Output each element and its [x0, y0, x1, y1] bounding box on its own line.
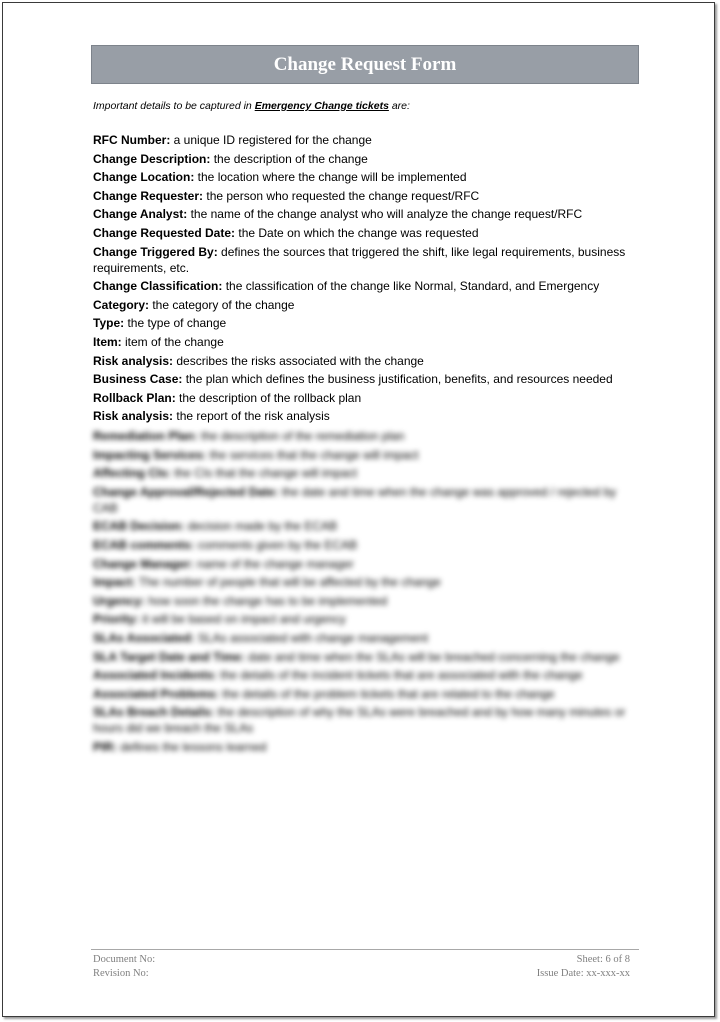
field-description: a unique ID registered for the change [170, 133, 372, 147]
field-item [93, 297, 643, 313]
field-description: item of the change [121, 334, 224, 349]
field-description: the services that the change will impact [206, 447, 419, 462]
field-term: Item: [93, 334, 122, 349]
field-description: the classification of the change like Normal, Standard, and Emergency [222, 279, 600, 294]
field-term: Change Manager: [93, 556, 194, 571]
field-term: Risk analysis: [93, 353, 174, 368]
footer-left [93, 953, 155, 981]
field-term: Business Case: [93, 372, 183, 387]
blurred-field-item [93, 611, 643, 627]
field-description: describes the risks associated with the change [173, 353, 424, 368]
field-description: the name of the change analyst who will analyze the change request/RFC [187, 207, 583, 222]
blurred-field-item [93, 428, 643, 444]
field-item [93, 132, 643, 148]
field-item [93, 188, 643, 204]
field-term: Change Classification: [93, 279, 223, 294]
field-item [93, 334, 643, 350]
blurred-field-item [93, 518, 643, 534]
blurred-field-item [93, 574, 643, 590]
field-description: the description of the remediation plan [197, 429, 405, 443]
blurred-field-item [93, 667, 643, 683]
field-term: ECAB Decision: [93, 519, 185, 534]
field-description: the Date on which the change was requested [235, 225, 479, 240]
field-list [93, 132, 643, 427]
field-description: the plan which defines the business justification, benefits, and resources needed [182, 372, 613, 387]
field-term: RFC Number: [93, 133, 171, 147]
form-title: Change Request Form [273, 53, 457, 75]
sheet-number: Sheet: 6 of 8 [576, 954, 630, 965]
field-description: the location where the change will be implemented [194, 170, 467, 185]
field-description: the details of the incident tickets that are associated with the change [217, 668, 583, 683]
blurred-field-list [93, 428, 643, 758]
field-description: the CIs that the change will impact [171, 466, 358, 481]
field-term: Affecting CIs: [93, 466, 171, 481]
field-term: Change Description: [93, 151, 211, 166]
blurred-field-item [93, 484, 643, 516]
field-description: decision made by the ECAB [184, 519, 338, 534]
field-description: date and time when the SLAs will be breached concerning the change [244, 649, 620, 664]
field-description: The number of people that will be affected by the change [135, 575, 441, 590]
field-description: SLAs associated with change management [194, 630, 429, 645]
form-title-bar [91, 45, 639, 84]
field-description: defines the sources that triggered the shift, like legal requirements, business requirements, etc. [93, 244, 626, 275]
field-term: PIR: [93, 739, 117, 754]
document-page [2, 2, 715, 1017]
field-description: the person who requested the change request/RFC [203, 188, 480, 203]
field-description: the description of the change [210, 151, 368, 166]
field-description: the description of the rollback plan [175, 390, 362, 405]
field-term: Change Approval/Rejected Date: [93, 484, 279, 499]
field-description: defines the lessons learned [117, 739, 267, 754]
field-item [93, 315, 643, 331]
field-term: Impacting Services: [93, 447, 207, 462]
field-term: Impact: [93, 575, 136, 590]
field-term: Change Requested Date: [93, 225, 236, 240]
field-item [93, 408, 643, 424]
footer-right [537, 953, 630, 981]
field-item [93, 151, 643, 167]
field-term: Urgency: [93, 593, 146, 608]
revision-number-label: Revision No: [93, 968, 149, 979]
blurred-field-item [93, 447, 643, 463]
field-description: the category of the change [149, 297, 295, 312]
blurred-field-item [93, 686, 643, 702]
intro-emphasis: Emergency Change tickets [254, 100, 389, 112]
document-number-label: Document No: [93, 954, 156, 965]
field-item [93, 371, 643, 387]
blurred-field-item [93, 739, 643, 755]
field-item [93, 206, 643, 222]
field-item [93, 390, 643, 406]
field-term: Risk analysis: [93, 409, 174, 424]
field-term: Change Triggered By: [93, 244, 218, 259]
blurred-field-item [93, 537, 643, 553]
field-term: Change Location: [93, 170, 195, 185]
field-term: SLAs Breach Details: [93, 705, 215, 720]
field-term: Rollback Plan: [93, 390, 176, 405]
field-description: the type of change [124, 316, 227, 331]
field-term: Type: [93, 316, 125, 331]
field-term: SLA Target Date and Time: [93, 649, 245, 664]
field-term: SLAs Associated: [93, 630, 195, 645]
intro-suffix: are: [388, 100, 410, 112]
blurred-field-item [93, 630, 643, 646]
field-term: ECAB comments: [93, 537, 195, 552]
field-description: the report of the risk analysis [173, 409, 330, 424]
field-description: how soon the change has to be implemented [145, 593, 388, 608]
field-item [93, 244, 643, 276]
field-term: Associated Incidents: [93, 668, 218, 683]
intro-text [93, 100, 410, 112]
field-term: Remediation Plan: [93, 429, 198, 443]
field-term: Change Analyst: [93, 207, 188, 222]
field-description: it will be based on impact and urgency [139, 612, 346, 627]
blurred-field-item [93, 465, 643, 481]
field-term: Category: [93, 297, 150, 312]
field-description: name of the change manager [193, 556, 354, 571]
blurred-field-item [93, 593, 643, 609]
field-description: the date and time when the change was approved / rejected by CAB [93, 484, 617, 515]
field-item [93, 278, 643, 294]
field-description: the description of why the SLAs were breached and by how many minutes or hours did we breach the SLAs [93, 705, 626, 736]
field-description: comments given by the ECAB [194, 537, 358, 552]
field-description: the details of the problem tickets that are related to the change [219, 686, 555, 701]
issue-date: Issue Date: xx-xxx-xx [536, 968, 630, 979]
field-term: Associated Problems: [93, 686, 220, 701]
intro-prefix: Important details to be captured in [93, 100, 255, 112]
blurred-field-item [93, 649, 643, 665]
blurred-field-item [93, 556, 643, 572]
field-item [93, 169, 643, 185]
field-term: Change Requester: [93, 188, 204, 203]
footer-divider [91, 949, 639, 950]
field-item [93, 353, 643, 369]
field-item [93, 225, 643, 241]
blurred-field-item [93, 704, 643, 736]
field-term: Priority: [93, 612, 140, 627]
